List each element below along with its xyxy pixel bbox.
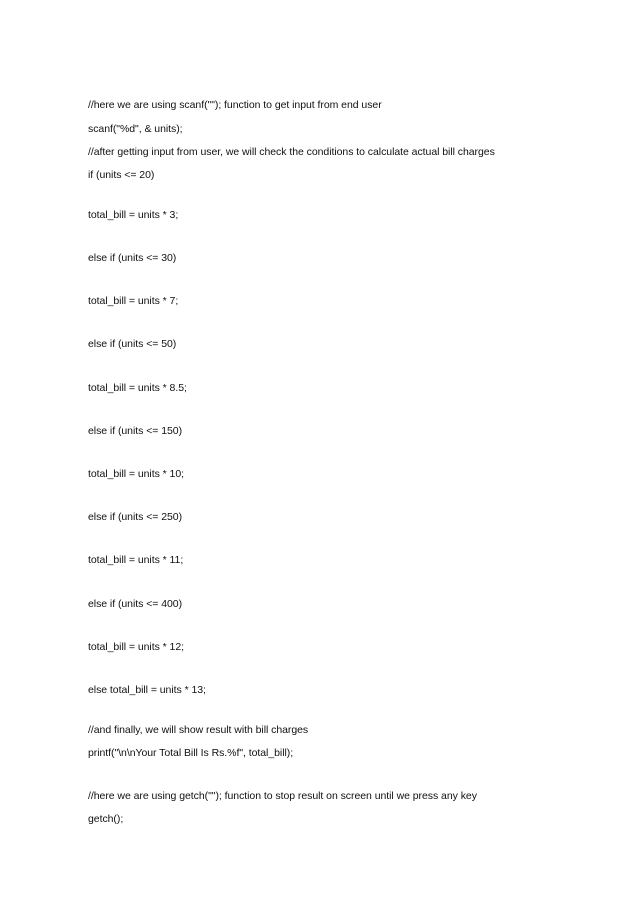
code-elseif-400: else if (units <= 400) bbox=[88, 598, 183, 610]
code-if-20: if (units <= 20) bbox=[88, 169, 155, 181]
code-else-13: else total_bill = units * 13; bbox=[88, 684, 206, 696]
code-elseif-250: else if (units <= 250) bbox=[88, 511, 183, 523]
code-comment-scanf: //here we are using scanf(""); function to get input from end user bbox=[88, 99, 382, 111]
code-elseif-150: else if (units <= 150) bbox=[88, 425, 183, 437]
code-elseif-30: else if (units <= 30) bbox=[88, 252, 177, 264]
code-bill-12: total_bill = units * 12; bbox=[88, 641, 184, 653]
code-getch: getch(); bbox=[88, 813, 124, 825]
code-printf: printf("\n\nYour Total Bill Is Rs.%f", total_bill); bbox=[88, 747, 294, 759]
code-comment-result: //and finally, we will show result with bill charges bbox=[88, 724, 309, 736]
code-bill-7: total_bill = units * 7; bbox=[88, 295, 179, 307]
code-comment-getch: //here we are using getch(""); function to stop result on screen until we press any key bbox=[88, 790, 477, 802]
code-bill-11: total_bill = units * 11; bbox=[88, 554, 184, 566]
code-bill-10: total_bill = units * 10; bbox=[88, 468, 184, 480]
code-comment-conditions: //after getting input from user, we will check the conditions to calculate actual bill charges bbox=[88, 146, 495, 158]
code-bill-8-5: total_bill = units * 8.5; bbox=[88, 382, 187, 394]
code-scanf: scanf("%d", & units); bbox=[88, 123, 183, 135]
code-elseif-50: else if (units <= 50) bbox=[88, 338, 177, 350]
code-bill-3: total_bill = units * 3; bbox=[88, 209, 179, 221]
